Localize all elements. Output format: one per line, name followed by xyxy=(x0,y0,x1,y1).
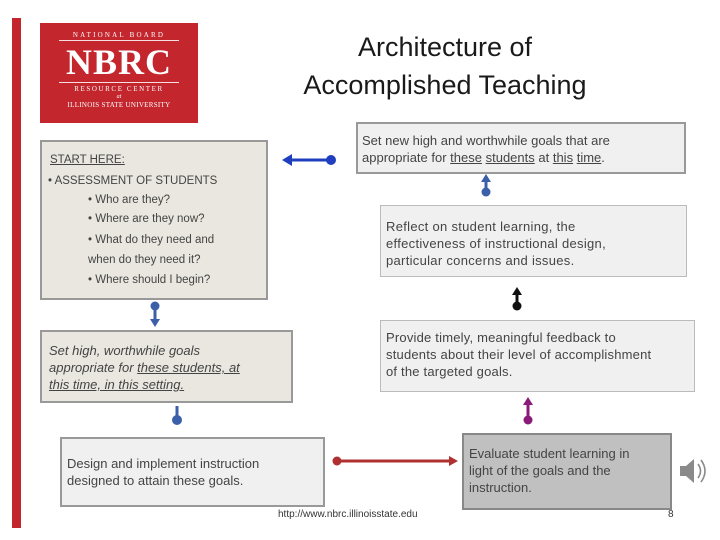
page-number: 8 xyxy=(668,509,674,520)
set-high-line-3: this time, in this setting. xyxy=(49,377,185,392)
logo-resource-center: RESOURCE CENTER xyxy=(74,85,164,93)
reflect-line-1: Reflect on student learning, the xyxy=(386,219,576,234)
logo-university: ILLINOIS STATE UNIVERSITY xyxy=(67,101,171,109)
arrow-evaluate-to-feedback xyxy=(523,397,533,425)
new-goals-this: this xyxy=(552,150,574,165)
arrow-start-to-set-goals xyxy=(150,302,160,328)
feedback-line-1: Provide timely, meaningful feedback to xyxy=(386,330,616,345)
question-who: • Who are they? xyxy=(88,194,171,206)
question-what-need: • What do they need and xyxy=(88,234,215,246)
design-line-1: Design and implement instruction xyxy=(67,456,260,471)
new-goals-students: students xyxy=(485,150,535,165)
question-when-need: when do they need it? xyxy=(88,254,201,266)
set-high-line-2-pre: appropriate for xyxy=(49,360,138,375)
evaluate-line-2: light of the goals and the xyxy=(469,463,611,478)
arrow-feedback-to-reflect xyxy=(512,287,522,311)
new-goals-period: . xyxy=(601,150,605,165)
logo-at: at xyxy=(116,94,122,100)
set-high-line-1: Set high, worthwhile goals xyxy=(49,343,201,358)
arrow-reflect-to-goals xyxy=(481,174,491,197)
speaker-icon[interactable] xyxy=(680,459,705,483)
new-goals-time: time xyxy=(576,150,602,165)
evaluate-line-3: instruction. xyxy=(469,480,532,495)
arrow-set-goals-to-design xyxy=(172,406,182,425)
reflect-line-3: particular concerns and issues. xyxy=(386,253,575,268)
reflect-line-2: effectiveness of instructional design, xyxy=(386,236,607,251)
set-high-line-2-underlined: these students, at xyxy=(137,360,240,375)
feedback-line-2: students about their level of accomplishment xyxy=(386,347,652,362)
footer-url[interactable]: http://www.nbrc.illinoisstate.edu xyxy=(278,509,418,520)
start-heading: START HERE: xyxy=(50,154,125,166)
title-line-2: Accomplished Teaching xyxy=(303,70,587,100)
arrow-design-to-evaluate xyxy=(333,456,459,466)
evaluate-line-1: Evaluate student learning in xyxy=(469,446,630,461)
new-goals-line-1: Set new high and worthwhile goals that are xyxy=(362,133,610,148)
logo-national-board: NATIONAL BOARD xyxy=(72,31,166,39)
question-where-begin: • Where should I begin? xyxy=(88,274,211,286)
question-where-now: • Where are they now? xyxy=(88,213,205,225)
new-goals-these: these xyxy=(450,150,482,165)
feedback-line-3: of the targeted goals. xyxy=(386,364,513,379)
title-line-1: Architecture of xyxy=(357,32,533,62)
new-goals-at: at xyxy=(534,150,553,165)
logo-nbrc: NBRC xyxy=(65,42,172,82)
new-goals-line-2-pre: appropriate for xyxy=(362,150,451,165)
assessment-heading: • ASSESSMENT OF STUDENTS xyxy=(48,175,218,187)
arrow-goals-to-start xyxy=(282,154,336,166)
design-line-2: designed to attain these goals. xyxy=(67,473,244,488)
